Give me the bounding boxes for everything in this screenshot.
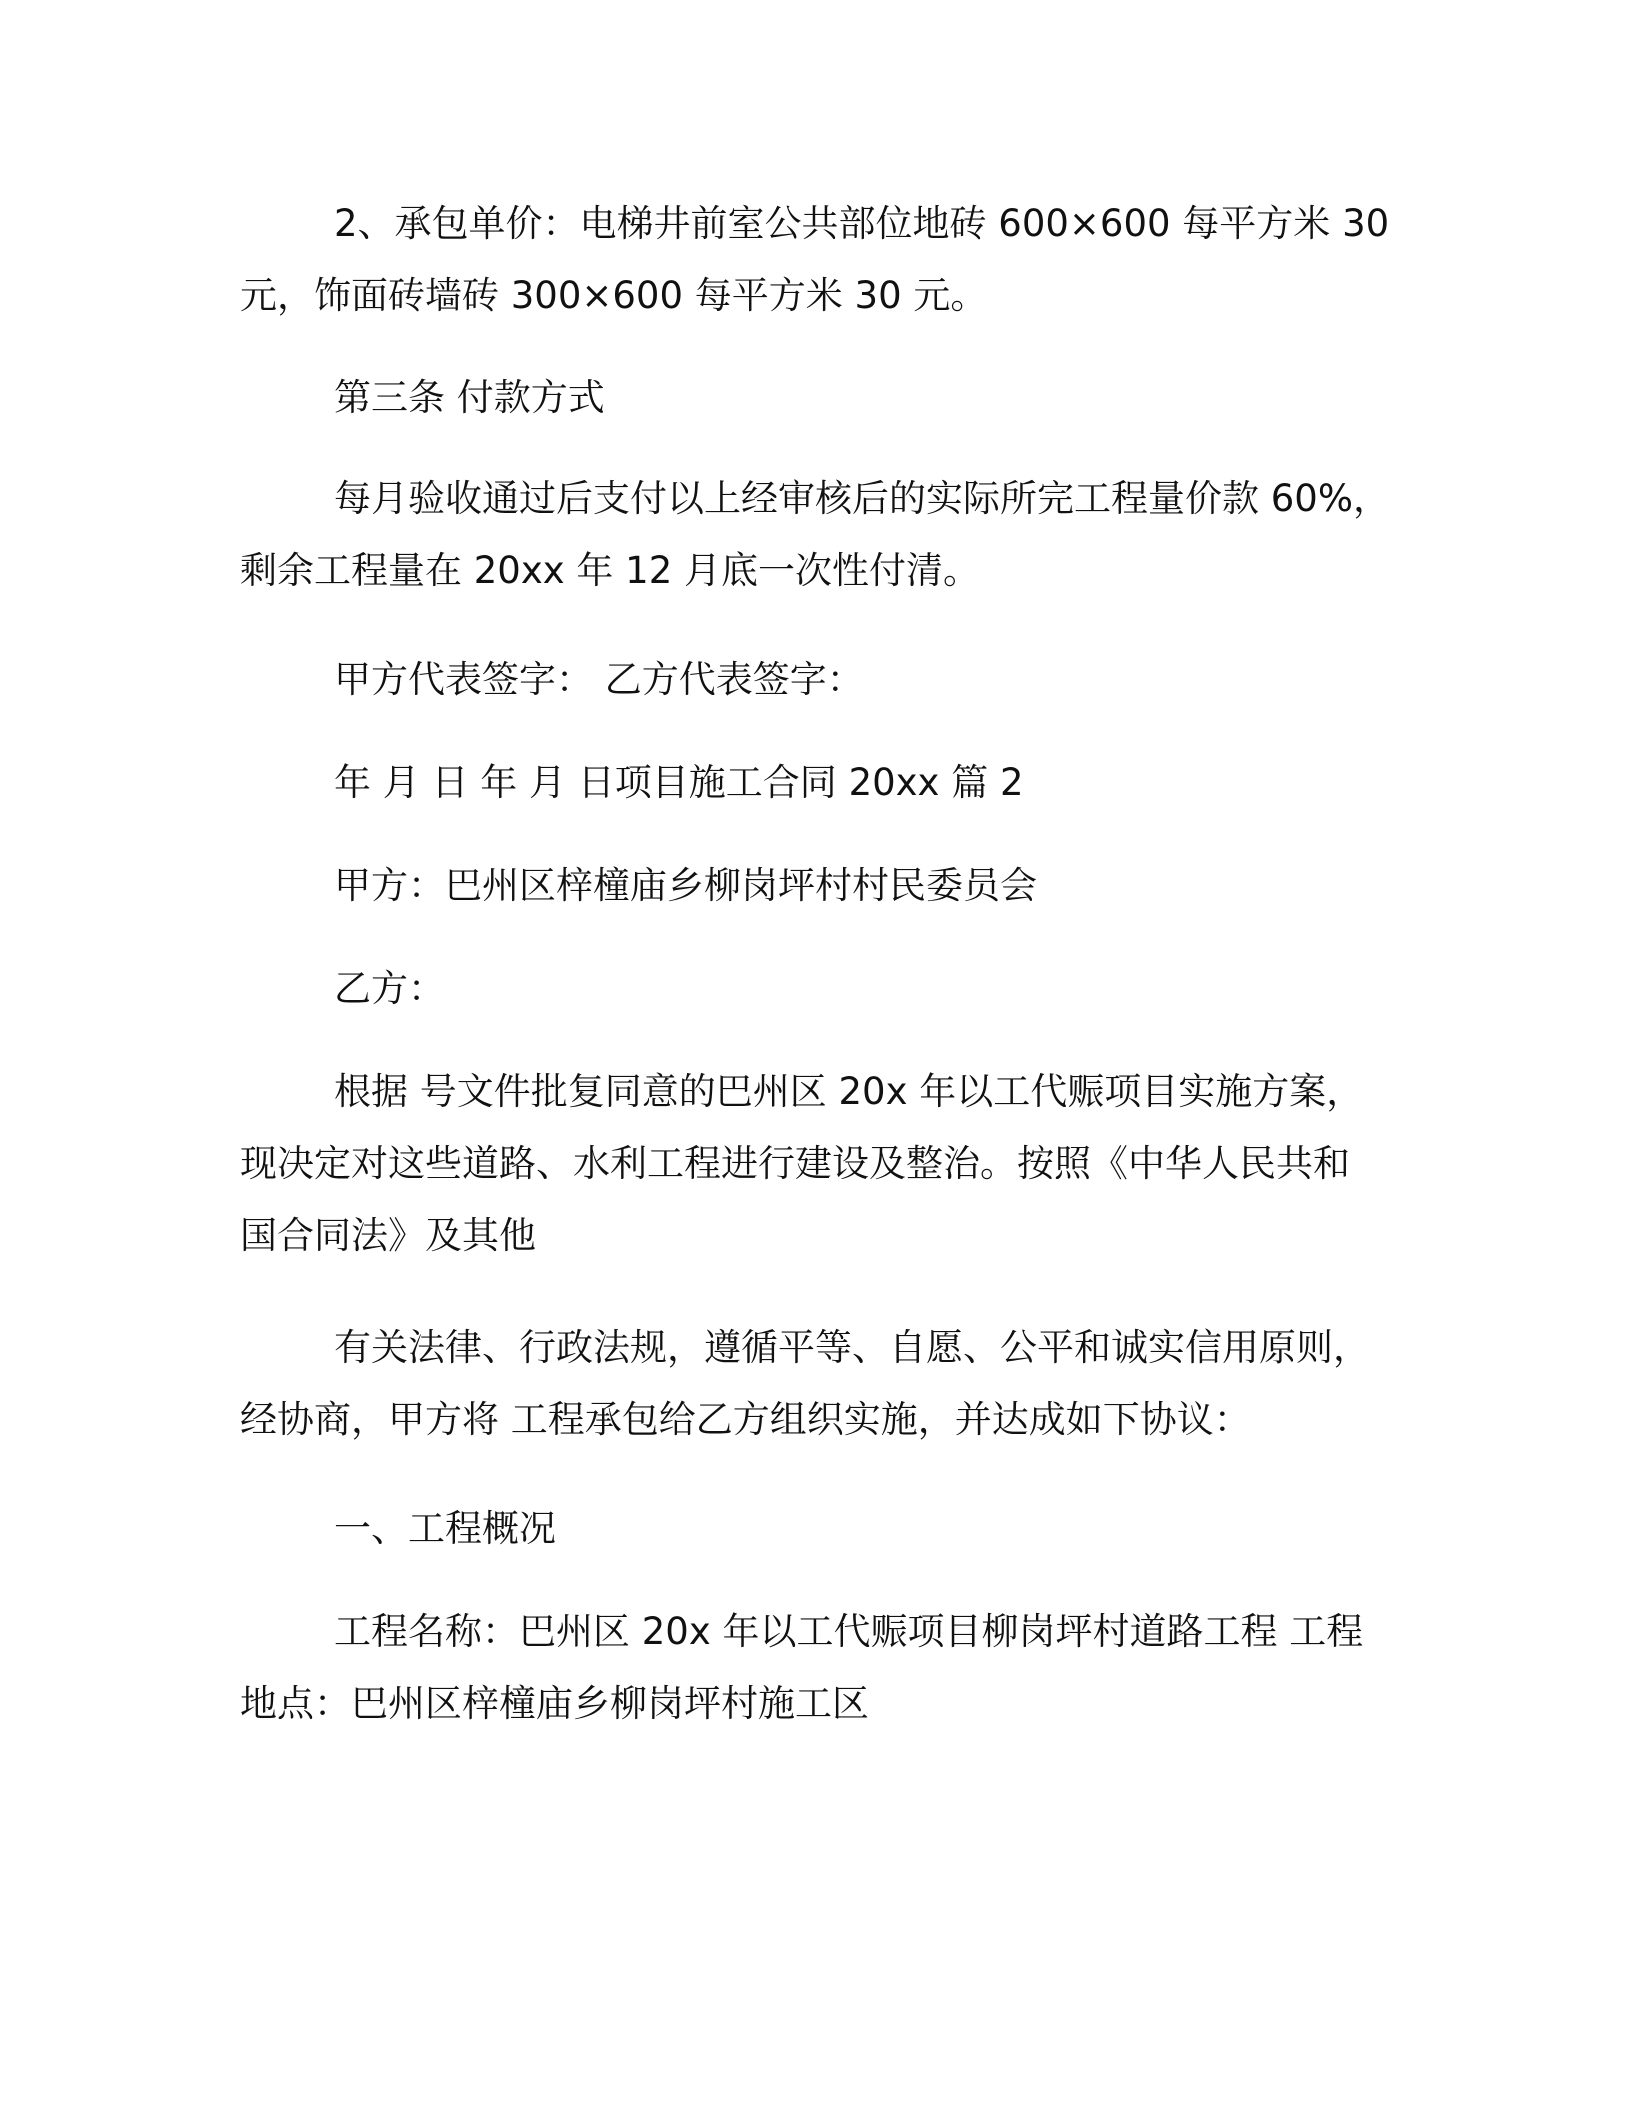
paragraph-article-3-heading (240, 362, 1382, 434)
text-line: 工程名称：巴州区 20x 年以工代赈项目柳岗坪村道路工程 工程 (334, 1610, 1364, 1653)
paragraph-payment-terms (240, 463, 1390, 607)
text-line: 地点：巴州区梓橦庙乡柳岗坪村施工区 (240, 1682, 869, 1725)
text-line: 每月验收通过后支付以上经审核后的实际所完工程量价款 60%， (334, 477, 1390, 520)
paragraph-party-a (240, 850, 1382, 922)
paragraph-dates-title (240, 747, 1382, 819)
paragraph-unit-price (240, 188, 1390, 332)
section-heading: 第三条 付款方式 (334, 376, 605, 419)
paragraph-signatures (240, 644, 1382, 716)
text-line: 元，饰面砖墙砖 300×600 每平方米 30 元。 (240, 274, 988, 317)
paragraph-project-name (240, 1596, 1382, 1740)
paragraph-basis (240, 1056, 1382, 1272)
text-line: 现决定对这些道路、水利工程进行建设及整治。按照《中华人民共和 (240, 1142, 1350, 1185)
text-line: 2、承包单价：电梯井前室公共部位地砖 600×600 每平方米 30 (334, 202, 1390, 245)
paragraph-principles (240, 1312, 1382, 1456)
text-line: 经协商，甲方将 工程承包给乙方组织实施，并达成如下协议： (240, 1398, 1251, 1441)
text-line: 甲方：巴州区梓橦庙乡柳岗坪村村民委员会 (334, 864, 1037, 907)
text-line: 剩余工程量在 20xx 年 12 月底一次性付清。 (240, 549, 980, 592)
text-line: 有关法律、行政法规，遵循平等、自愿、公平和诚实信用原则， (334, 1326, 1370, 1369)
section-heading: 一、工程概况 (334, 1507, 556, 1550)
text-line: 乙方： (334, 967, 445, 1010)
text-line: 国合同法》及其他 (240, 1214, 536, 1257)
text-line: 年 月 日 年 月 日项目施工合同 20xx 篇 2 (334, 761, 1024, 804)
text-line: 根据 号文件批复同意的巴州区 20x 年以工代赈项目实施方案， (334, 1070, 1364, 1113)
paragraph-party-b (240, 953, 1382, 1025)
text-line: 甲方代表签字： 乙方代表签字： (334, 658, 864, 701)
paragraph-section-1-heading (240, 1493, 1382, 1565)
